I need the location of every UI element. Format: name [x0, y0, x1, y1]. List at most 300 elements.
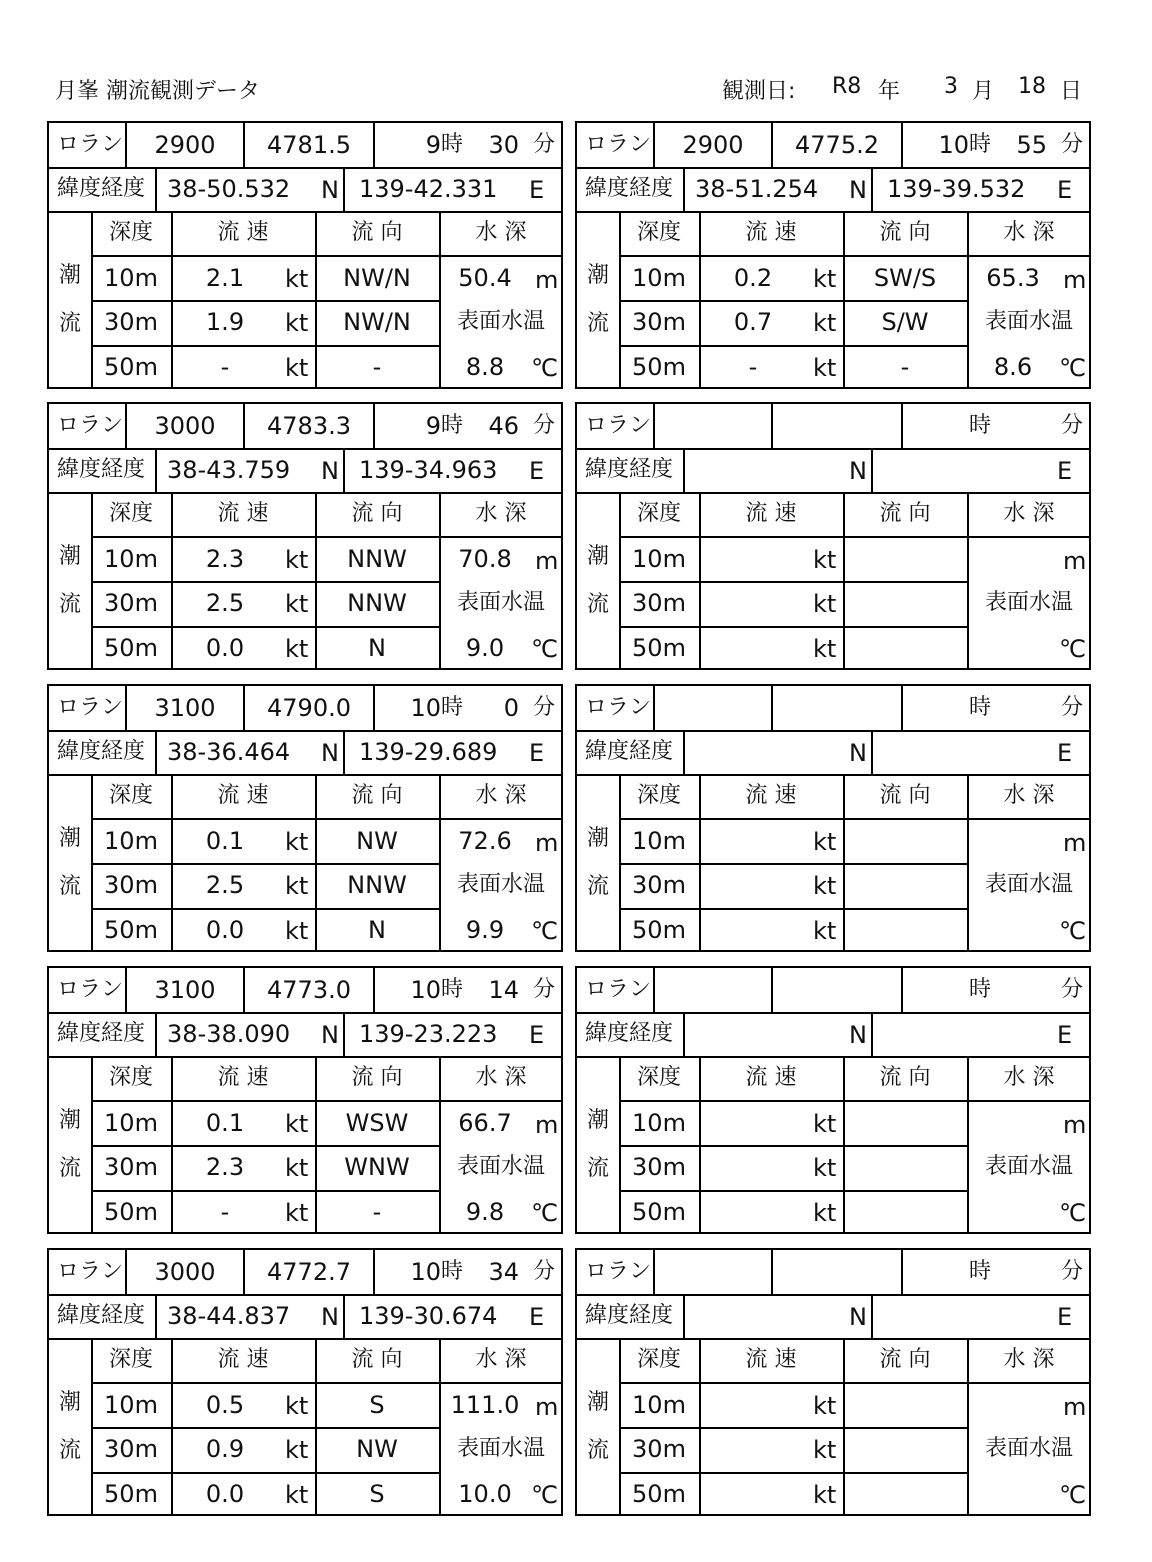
grid-line — [91, 581, 439, 583]
grid-line — [619, 211, 621, 389]
water-depth-header: 水 深 — [1003, 783, 1055, 808]
grid-line — [577, 1294, 1091, 1296]
kt-unit: kt — [285, 265, 309, 293]
grid-line — [91, 1338, 93, 1516]
longitude-value: 139-42.331 — [359, 175, 498, 203]
grid-line — [91, 211, 93, 389]
loran-label: ロラン — [57, 977, 124, 1002]
meter-unit: m — [1063, 1111, 1087, 1139]
minute-unit: 分 — [1061, 977, 1084, 1002]
grid-line — [49, 167, 563, 169]
grid-line — [699, 211, 701, 389]
tide-label-2: 流 — [59, 1156, 82, 1181]
grid-line — [619, 1145, 967, 1147]
station-panel — [575, 684, 1091, 952]
grid-line — [49, 448, 563, 450]
grid-line — [91, 863, 439, 865]
grid-line — [619, 863, 967, 865]
tide-label-2: 流 — [59, 311, 82, 336]
grid-line — [967, 774, 969, 952]
grid-line — [439, 1056, 441, 1234]
depth-value: 10m — [104, 1109, 158, 1137]
water-depth-value: 66.7 — [458, 1109, 512, 1137]
tide-label-1: 潮 — [587, 263, 610, 288]
grid-line — [315, 492, 317, 670]
grid-line — [343, 1294, 345, 1338]
tide-label-1: 潮 — [587, 1108, 610, 1133]
depth-header: 深度 — [108, 1065, 154, 1090]
surface-temp-label: 表面水温 — [456, 309, 546, 334]
grid-line — [619, 626, 967, 628]
kt-unit: kt — [813, 828, 837, 856]
grid-line — [619, 1056, 621, 1234]
kt-unit: kt — [285, 590, 309, 618]
grid-line — [243, 123, 245, 167]
hour-unit: 時 — [441, 132, 464, 157]
east-label: E — [529, 457, 545, 485]
latlon-label: 緯度経度 — [57, 1021, 146, 1046]
kt-unit: kt — [285, 546, 309, 574]
grid-line — [577, 167, 1091, 169]
water-depth-header: 水 深 — [475, 501, 527, 526]
grid-line — [373, 1250, 375, 1294]
kt-unit: kt — [813, 309, 837, 337]
direction-value: SW/S — [873, 264, 937, 292]
speed-header: 流 速 — [745, 220, 797, 245]
loran-label: ロラン — [57, 413, 124, 438]
speed-value: 0.7 — [733, 308, 773, 336]
depth-value: 10m — [104, 264, 158, 292]
grid-line — [619, 492, 621, 670]
water-depth-value: 111.0 — [450, 1391, 520, 1419]
water-depth-value: 50.4 — [458, 264, 512, 292]
grid-line — [619, 818, 1091, 820]
hour-unit: 時 — [969, 132, 992, 157]
depth-value: 50m — [632, 916, 686, 944]
north-label: N — [849, 739, 867, 767]
grid-line — [771, 1250, 773, 1294]
depth-value: 50m — [104, 353, 158, 381]
grid-line — [315, 211, 317, 389]
loran-label: ロラン — [585, 132, 652, 157]
grid-line — [653, 686, 655, 730]
grid-line — [871, 448, 873, 492]
tide-label-1: 潮 — [587, 544, 610, 569]
north-label: N — [849, 1021, 867, 1049]
direction-value: S — [369, 1480, 385, 1508]
grid-line — [683, 1294, 685, 1338]
water-depth-header: 水 深 — [1003, 501, 1055, 526]
direction-header: 流 向 — [351, 220, 403, 245]
loran-value-2: 4772.7 — [267, 1258, 351, 1286]
date-day-unit: 日 — [1060, 79, 1083, 104]
grid-line — [373, 123, 375, 167]
minute-unit: 分 — [533, 695, 556, 720]
surface-temp-value: 9.9 — [465, 916, 505, 944]
depth-value: 30m — [104, 308, 158, 336]
grid-line — [843, 492, 845, 670]
grid-line — [49, 1012, 563, 1014]
grid-line — [619, 1472, 967, 1474]
meter-unit: m — [535, 1111, 559, 1139]
east-label: E — [529, 176, 545, 204]
kt-unit: kt — [285, 1436, 309, 1464]
speed-header: 流 速 — [217, 220, 269, 245]
depth-value: 30m — [632, 308, 686, 336]
loran-value-1: 3100 — [154, 976, 216, 1004]
grid-line — [91, 1190, 439, 1192]
depth-value: 10m — [632, 1391, 686, 1419]
grid-line — [577, 1056, 1091, 1058]
kt-unit: kt — [285, 635, 309, 663]
grid-line — [155, 1012, 157, 1056]
speed-header: 流 速 — [217, 501, 269, 526]
depth-header: 深度 — [636, 501, 682, 526]
grid-line — [699, 1338, 701, 1516]
east-label: E — [1057, 176, 1073, 204]
grid-line — [91, 774, 93, 952]
grid-line — [871, 730, 873, 774]
surface-temp-value: 10.0 — [458, 1480, 512, 1508]
latlon-label: 緯度経度 — [585, 1303, 674, 1328]
water-depth-value: 65.3 — [986, 264, 1040, 292]
grid-line — [373, 404, 375, 448]
celsius-unit: ℃ — [531, 917, 558, 945]
grid-line — [49, 492, 563, 494]
station-panel — [575, 402, 1091, 670]
loran-value-1: 3000 — [154, 412, 216, 440]
loran-label: ロラン — [585, 1259, 652, 1284]
grid-line — [901, 968, 903, 1012]
latlon-label: 緯度経度 — [585, 1021, 674, 1046]
grid-line — [871, 1012, 873, 1056]
direction-value: NNW — [347, 871, 407, 899]
direction-value: NW/N — [343, 308, 411, 336]
date-label: 観測日: — [722, 79, 796, 104]
celsius-unit: ℃ — [531, 1481, 558, 1509]
date-era: R8 — [832, 74, 862, 99]
meter-unit: m — [1063, 1393, 1087, 1421]
speed-header: 流 速 — [745, 501, 797, 526]
longitude-value: 139-29.689 — [359, 738, 498, 766]
grid-line — [243, 686, 245, 730]
grid-line — [967, 211, 969, 389]
latlon-label: 緯度経度 — [57, 739, 146, 764]
time-hour: 10 — [410, 976, 441, 1004]
grid-line — [315, 774, 317, 952]
kt-unit: kt — [285, 1154, 309, 1182]
grid-line — [315, 1338, 317, 1516]
grid-line — [619, 908, 967, 910]
direction-value: WSW — [345, 1109, 409, 1137]
grid-line — [439, 492, 441, 670]
loran-label: ロラン — [585, 695, 652, 720]
grid-line — [653, 404, 655, 448]
tide-label-2: 流 — [587, 874, 610, 899]
grid-line — [125, 123, 127, 167]
speed-value: 0.0 — [205, 1480, 245, 1508]
tide-label-2: 流 — [587, 1438, 610, 1463]
tide-label-1: 潮 — [587, 1390, 610, 1415]
water-depth-header: 水 深 — [1003, 1065, 1055, 1090]
grid-line — [91, 1472, 439, 1474]
direction-header: 流 向 — [879, 783, 931, 808]
date-month-unit: 月 — [972, 79, 995, 104]
loran-label: ロラン — [57, 132, 124, 157]
loran-value-2: 4783.3 — [267, 412, 351, 440]
depth-value: 10m — [632, 545, 686, 573]
surface-temp-value: 9.0 — [465, 634, 505, 662]
grid-line — [871, 167, 873, 211]
depth-value: 50m — [104, 916, 158, 944]
depth-header: 深度 — [636, 1065, 682, 1090]
tide-label-2: 流 — [587, 592, 610, 617]
grid-line — [171, 774, 173, 952]
depth-value: 50m — [632, 1480, 686, 1508]
latlon-label: 緯度経度 — [57, 1303, 146, 1328]
depth-value: 50m — [104, 1198, 158, 1226]
grid-line — [683, 167, 685, 211]
grid-line — [171, 1056, 173, 1234]
hour-unit: 時 — [441, 977, 464, 1002]
grid-line — [967, 1338, 969, 1516]
speed-value: 0.0 — [205, 916, 245, 944]
water-depth-header: 水 深 — [1003, 220, 1055, 245]
speed-header: 流 速 — [217, 1347, 269, 1372]
tide-label-2: 流 — [59, 874, 82, 899]
station-panel — [47, 121, 563, 389]
grid-line — [155, 448, 157, 492]
depth-value: 50m — [104, 1480, 158, 1508]
direction-header: 流 向 — [879, 1065, 931, 1090]
surface-temp-value: 8.6 — [993, 353, 1033, 381]
grid-line — [49, 774, 563, 776]
kt-unit: kt — [285, 828, 309, 856]
time-hour: 10 — [938, 131, 969, 159]
water-depth-value: 70.8 — [458, 545, 512, 573]
grid-line — [155, 167, 157, 211]
depth-value: 50m — [632, 1198, 686, 1226]
grid-line — [155, 1294, 157, 1338]
depth-value: 50m — [104, 634, 158, 662]
latitude-value: 38-51.254 — [695, 175, 819, 203]
grid-line — [771, 968, 773, 1012]
celsius-unit: ℃ — [1059, 354, 1086, 382]
kt-unit: kt — [813, 917, 837, 945]
loran-value-1: 2900 — [154, 131, 216, 159]
speed-value: 0.1 — [205, 1109, 245, 1137]
page-title: 月峯 潮流観測データ — [55, 79, 260, 104]
grid-line — [653, 123, 655, 167]
surface-temp-label: 表面水温 — [984, 590, 1074, 615]
direction-value: NW — [356, 1435, 398, 1463]
station-panel — [47, 684, 563, 952]
grid-line — [171, 211, 173, 389]
grid-line — [171, 1338, 173, 1516]
grid-line — [843, 1056, 845, 1234]
kt-unit: kt — [285, 1110, 309, 1138]
date-month: 3 — [944, 74, 958, 99]
station-panel — [575, 1248, 1091, 1516]
latitude-value: 38-50.532 — [167, 175, 291, 203]
station-panel — [47, 402, 563, 670]
minute-unit: 分 — [533, 132, 556, 157]
speed-header: 流 速 — [217, 783, 269, 808]
grid-line — [683, 1012, 685, 1056]
grid-line — [91, 1100, 563, 1102]
kt-unit: kt — [813, 354, 837, 382]
grid-line — [683, 448, 685, 492]
latlon-label: 緯度経度 — [57, 457, 146, 482]
minute-unit: 分 — [533, 977, 556, 1002]
grid-line — [343, 448, 345, 492]
depth-value: 10m — [632, 1109, 686, 1137]
grid-line — [843, 774, 845, 952]
meter-unit: m — [1063, 266, 1087, 294]
kt-unit: kt — [813, 546, 837, 574]
grid-line — [243, 404, 245, 448]
speed-value: 2.1 — [205, 264, 245, 292]
surface-temp-label: 表面水温 — [456, 590, 546, 615]
grid-line — [771, 686, 773, 730]
longitude-value: 139-30.674 — [359, 1302, 498, 1330]
grid-line — [619, 774, 621, 952]
loran-label: ロラン — [585, 413, 652, 438]
grid-line — [901, 686, 903, 730]
station-panel — [47, 1248, 563, 1516]
hour-unit: 時 — [441, 695, 464, 720]
speed-value: - — [220, 353, 230, 381]
minute-unit: 分 — [1061, 1259, 1084, 1284]
loran-label: ロラン — [585, 977, 652, 1002]
depth-value: 30m — [104, 1153, 158, 1181]
grid-line — [91, 536, 563, 538]
celsius-unit: ℃ — [1059, 1199, 1086, 1227]
grid-line — [91, 1382, 563, 1384]
time-minute: 0 — [503, 694, 519, 722]
speed-value: 0.2 — [733, 264, 773, 292]
direction-value: NW/N — [343, 264, 411, 292]
grid-line — [577, 1012, 1091, 1014]
grid-line — [699, 492, 701, 670]
north-label: N — [321, 1303, 339, 1331]
loran-value-1: 2900 — [682, 131, 744, 159]
tide-label-1: 潮 — [587, 826, 610, 851]
kt-unit: kt — [285, 1199, 309, 1227]
kt-unit: kt — [285, 1481, 309, 1509]
tide-label-1: 潮 — [59, 544, 82, 569]
direction-header: 流 向 — [351, 501, 403, 526]
depth-value: 10m — [632, 264, 686, 292]
station-panel — [575, 121, 1091, 389]
north-label: N — [321, 457, 339, 485]
longitude-value: 139-39.532 — [887, 175, 1026, 203]
surface-temp-label: 表面水温 — [984, 1436, 1074, 1461]
water-depth-value: 72.6 — [458, 827, 512, 855]
celsius-unit: ℃ — [531, 1199, 558, 1227]
hour-unit: 時 — [969, 413, 992, 438]
depth-header: 深度 — [636, 220, 682, 245]
grid-line — [653, 1250, 655, 1294]
north-label: N — [321, 176, 339, 204]
grid-line — [871, 1294, 873, 1338]
kt-unit: kt — [813, 590, 837, 618]
grid-line — [619, 1382, 1091, 1384]
grid-line — [967, 1056, 969, 1234]
grid-line — [699, 1056, 701, 1234]
depth-header: 深度 — [108, 783, 154, 808]
tide-label-1: 潮 — [59, 826, 82, 851]
grid-line — [967, 492, 969, 670]
date-day: 18 — [1018, 74, 1046, 99]
depth-value: 30m — [632, 589, 686, 617]
surface-temp-label: 表面水温 — [456, 1436, 546, 1461]
speed-value: 1.9 — [205, 308, 245, 336]
loran-value-2: 4790.0 — [267, 694, 351, 722]
tide-label-1: 潮 — [59, 1390, 82, 1415]
grid-line — [91, 818, 563, 820]
longitude-value: 139-34.963 — [359, 456, 498, 484]
speed-value: 2.5 — [205, 589, 245, 617]
kt-unit: kt — [813, 1392, 837, 1420]
station-panel — [47, 966, 563, 1234]
grid-line — [315, 1056, 317, 1234]
grid-line — [619, 1190, 967, 1192]
time-hour: 9 — [425, 412, 441, 440]
meter-unit: m — [535, 547, 559, 575]
grid-line — [699, 774, 701, 952]
water-depth-header: 水 深 — [475, 1065, 527, 1090]
depth-value: 30m — [104, 589, 158, 617]
direction-header: 流 向 — [351, 783, 403, 808]
minute-unit: 分 — [533, 413, 556, 438]
surface-temp-label: 表面水温 — [984, 309, 1074, 334]
loran-value-2: 4781.5 — [267, 131, 351, 159]
grid-line — [91, 1056, 93, 1234]
depth-header: 深度 — [636, 783, 682, 808]
loran-value-2: 4773.0 — [267, 976, 351, 1004]
time-minute: 14 — [488, 976, 519, 1004]
grid-line — [91, 1427, 439, 1429]
longitude-value: 139-23.223 — [359, 1020, 498, 1048]
grid-line — [577, 1338, 1091, 1340]
direction-value: - — [900, 353, 910, 381]
grid-line — [771, 404, 773, 448]
grid-line — [653, 968, 655, 1012]
latitude-value: 38-43.759 — [167, 456, 291, 484]
water-depth-header: 水 深 — [475, 783, 527, 808]
speed-value: 0.5 — [205, 1391, 245, 1419]
depth-header: 深度 — [108, 501, 154, 526]
speed-value: 0.1 — [205, 827, 245, 855]
east-label: E — [1057, 457, 1073, 485]
grid-line — [91, 492, 93, 670]
direction-value: NNW — [347, 589, 407, 617]
depth-value: 50m — [632, 634, 686, 662]
water-depth-header: 水 深 — [1003, 1347, 1055, 1372]
loran-label: ロラン — [57, 1259, 124, 1284]
speed-value: 2.5 — [205, 871, 245, 899]
speed-header: 流 速 — [745, 1347, 797, 1372]
celsius-unit: ℃ — [1059, 917, 1086, 945]
grid-line — [243, 1250, 245, 1294]
grid-line — [843, 1338, 845, 1516]
kt-unit: kt — [285, 917, 309, 945]
depth-value: 30m — [104, 871, 158, 899]
grid-line — [619, 581, 967, 583]
depth-value: 30m — [632, 1435, 686, 1463]
direction-header: 流 向 — [879, 501, 931, 526]
